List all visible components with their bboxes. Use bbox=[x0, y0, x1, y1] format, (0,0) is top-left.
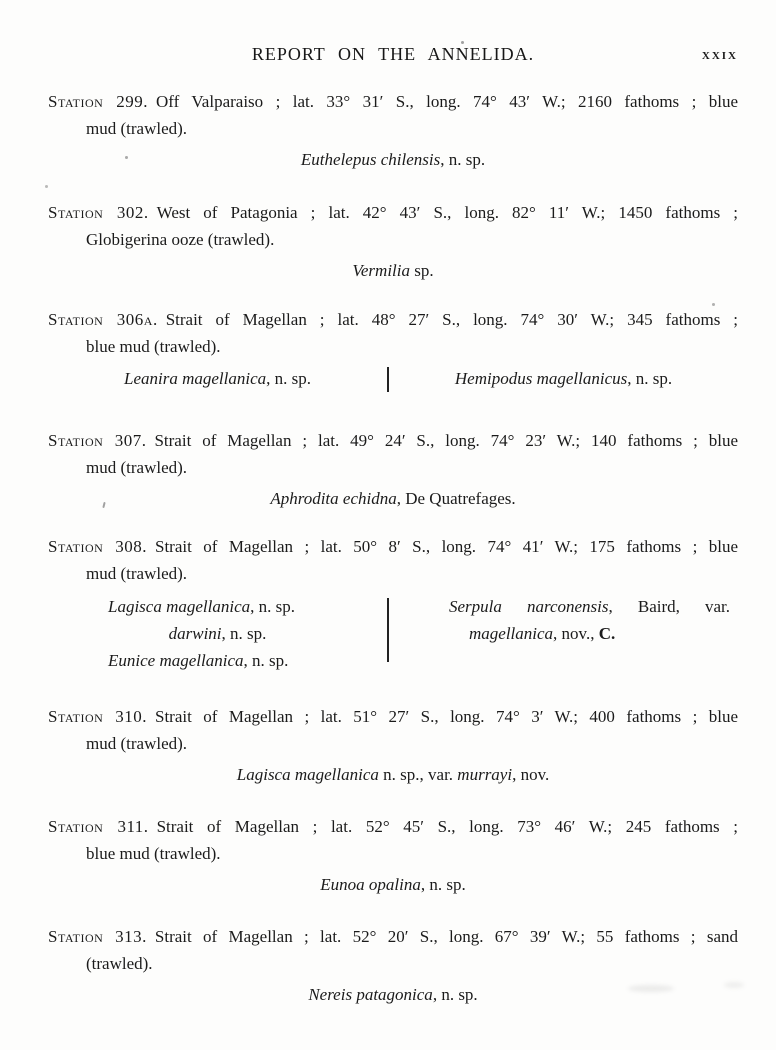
station-location-line bbox=[48, 427, 738, 454]
scan-speck bbox=[712, 303, 715, 306]
station-location-continuation: mud (trawled). bbox=[86, 119, 188, 138]
station-block-299 bbox=[48, 88, 738, 173]
station-location-continuation: mud (trawled). bbox=[86, 564, 188, 583]
scan-smudge bbox=[628, 985, 674, 992]
page-content bbox=[48, 0, 738, 1008]
scan-smudge bbox=[724, 982, 744, 988]
station-location-text: West of Patagonia ; lat. 42° 43′ S., long. 82° 11′ W.; 1450 fathoms ; bbox=[156, 203, 738, 222]
station-location-text: Strait of Magellan ; lat. 51° 27′ S., long. 74° 3′ W.; 400 fathoms ; blue bbox=[155, 707, 738, 726]
species-entry: magellanica, nov., C. bbox=[469, 624, 616, 643]
station-location-continuation: mud (trawled). bbox=[86, 734, 188, 753]
station-label: Station 311. bbox=[48, 817, 149, 836]
species-entry-right: Hemipodus magellanicus, n. sp. bbox=[454, 369, 673, 388]
station-location-text: Strait of Magellan ; lat. 48° 27′ S., long. 74° 30′ W.; 345 fathoms ; bbox=[165, 310, 738, 329]
station-location-text: Strait of Magellan ; lat. 52° 20′ S., long. 67° 39′ W.; 55 fathoms ; sand bbox=[154, 927, 738, 946]
species-entry: darwini, n. sp. bbox=[168, 624, 267, 643]
species-entry: Eunoa opalina, n. sp. bbox=[320, 875, 466, 894]
station-label: Station 313. bbox=[48, 927, 147, 946]
station-location-text: Strait of Magellan ; lat. 49° 24′ S., long. 74° 23′ W.; 140 fathoms ; blue bbox=[154, 431, 738, 450]
page-number: xxix bbox=[701, 46, 738, 63]
species-two-column-row bbox=[48, 366, 738, 392]
station-location-line bbox=[48, 88, 738, 115]
scan-speck bbox=[45, 185, 48, 188]
station-label: Station 307. bbox=[48, 431, 147, 450]
station-label: Station 306a. bbox=[48, 310, 158, 329]
page-header bbox=[48, 44, 738, 64]
species-entry: Vermilia sp. bbox=[352, 261, 434, 280]
species-entry-left: Leanira magellanica, n. sp. bbox=[123, 369, 311, 388]
species-column-right bbox=[389, 593, 738, 647]
scan-speck bbox=[125, 156, 128, 159]
station-block-313 bbox=[48, 923, 738, 1008]
station-label: Station 299. bbox=[48, 92, 148, 111]
station-location-line bbox=[48, 533, 738, 560]
species-entry: Serpula narconensis, Baird, var. bbox=[449, 597, 730, 616]
station-block-306a bbox=[48, 306, 738, 392]
species-entry: Eunice magellanica, n. sp. bbox=[108, 651, 289, 670]
station-location-line bbox=[48, 306, 738, 333]
station-location-line bbox=[48, 199, 738, 226]
station-location-text: Strait of Magellan ; lat. 50° 8′ S., long. 74° 41′ W.; 175 fathoms ; blue bbox=[155, 537, 738, 556]
station-location-continuation: blue mud (trawled). bbox=[86, 337, 221, 356]
species-entry: Lagisca magellanica, n. sp. bbox=[108, 597, 296, 616]
species-column-left bbox=[48, 593, 387, 674]
station-location-line bbox=[48, 703, 738, 730]
station-location-text: Off Valparaiso ; lat. 33° 31′ S., long. 74° 43′ W.; 2160 fathoms ; blue bbox=[156, 92, 738, 111]
station-block-310 bbox=[48, 703, 738, 788]
species-entry: Nereis patagonica, n. sp. bbox=[308, 985, 478, 1004]
station-block-311 bbox=[48, 813, 738, 898]
station-block-307 bbox=[48, 427, 738, 512]
station-block-308 bbox=[48, 533, 738, 674]
species-entry: Lagisca magellanica n. sp., var. murrayi, nov. bbox=[236, 765, 550, 784]
station-location-text: Strait of Magellan ; lat. 52° 45′ S., long. 73° 46′ W.; 245 fathoms ; bbox=[156, 817, 738, 836]
station-label: Station 310. bbox=[48, 707, 147, 726]
scan-speck bbox=[461, 41, 464, 44]
station-label: Station 302. bbox=[48, 203, 149, 222]
station-location-continuation: (trawled). bbox=[86, 954, 153, 973]
species-entry: Euthelepus chilensis, n. sp. bbox=[300, 150, 486, 169]
station-block-302 bbox=[48, 199, 738, 284]
station-location-continuation: blue mud (trawled). bbox=[86, 844, 221, 863]
page-title: REPORT ON THE ANNELIDA. bbox=[251, 44, 535, 64]
station-location-continuation: Globigerina ooze (trawled). bbox=[86, 230, 275, 249]
station-location-continuation: mud (trawled). bbox=[86, 458, 188, 477]
station-location-line bbox=[48, 813, 738, 840]
species-entry: Aphrodita echidna, De Quatrefages. bbox=[270, 489, 516, 508]
station-location-line bbox=[48, 923, 738, 950]
species-two-column-row bbox=[48, 593, 738, 674]
station-label: Station 308. bbox=[48, 537, 147, 556]
